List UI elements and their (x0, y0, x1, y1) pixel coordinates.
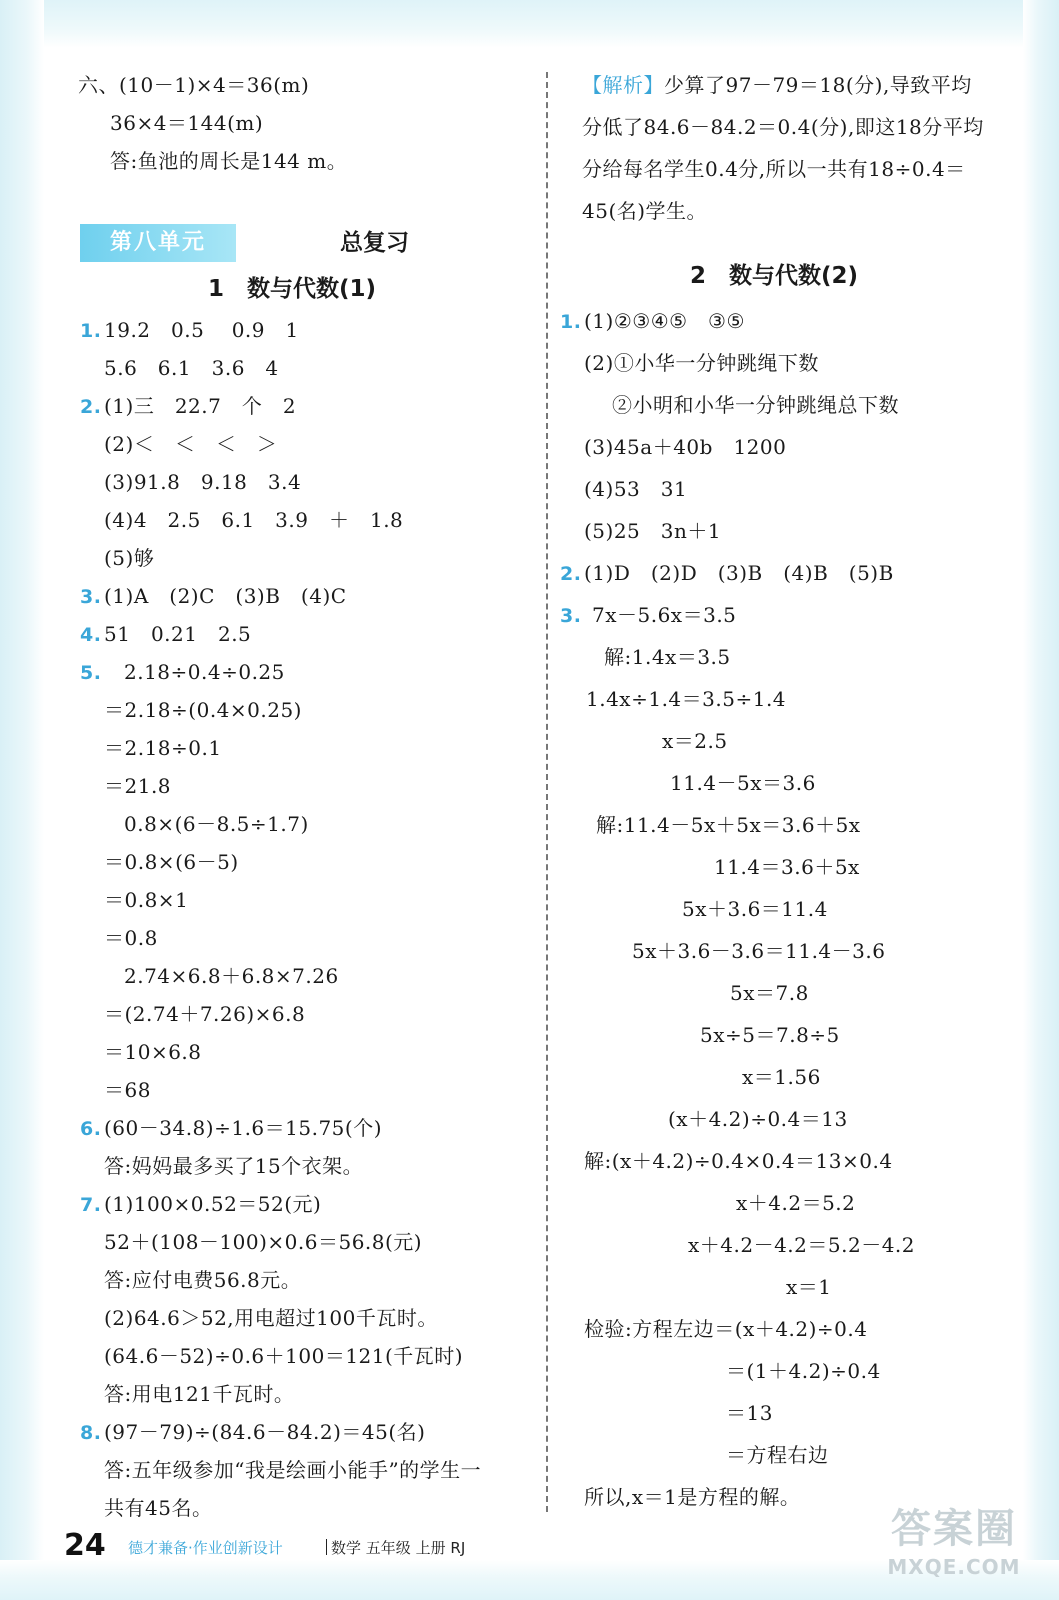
right-q3-line-22: 所以,x＝1是方程的解。 (584, 1485, 801, 1509)
left-q7-line-3: 答:应付电费56.8元。 (104, 1268, 302, 1292)
section-title-1: 1 数与代数(1) (208, 276, 377, 302)
question-number: 1. (80, 320, 102, 342)
right-q1-line-5: (4)53 31 (584, 477, 688, 501)
right-q3-line-4: x＝2.5 (662, 729, 728, 753)
right-q3-line-20: ＝13 (726, 1401, 773, 1425)
left-q5-line-12: ＝68 (104, 1078, 151, 1102)
footer-term: 上册 (415, 1539, 446, 1557)
right-q1-line-6: (5)25 3n＋1 (584, 519, 722, 543)
question-number: 2. (80, 396, 102, 418)
left-q7-line-6: 答:用电121千瓦时。 (104, 1382, 295, 1406)
question-number: 5. (80, 662, 102, 684)
question-number: 3. (80, 586, 102, 608)
left-q7-line-2: 52＋(108－100)×0.6＝56.8(元) (104, 1230, 423, 1254)
left-q6-line-2: 答:妈妈最多买了15个衣架。 (104, 1154, 364, 1178)
left-q7-line-4: (2)64.6＞52,用电超过100千瓦时。 (104, 1306, 438, 1330)
right-q3-line-21: ＝方程右边 (726, 1443, 829, 1467)
right-q3-line-18: 检验:方程左边＝(x＋4.2)÷0.4 (584, 1317, 868, 1341)
right-q3-line-15: x＋4.2＝5.2 (736, 1191, 856, 1215)
right-q1-line-1: 1. (1)②③④⑤ ③⑤ (560, 309, 745, 333)
left-q5-line-11: ＝10×6.8 (104, 1040, 202, 1064)
footer-grade: 五年级 (365, 1539, 411, 1557)
right-q3-line-10: 5x＝7.8 (730, 981, 809, 1005)
right-q1-line-4: (3)45a＋40b 1200 (584, 435, 787, 459)
left-q2-line-3: (3)91.8 9.18 3.4 (104, 470, 302, 494)
right-q3-line-2: 解:1.4x＝3.5 (604, 645, 731, 669)
section-title-2: 2 数与代数(2) (690, 263, 859, 289)
question-number: 7. (80, 1194, 102, 1216)
right-q3-line-19: ＝(1＋4.2)÷0.4 (726, 1359, 881, 1383)
answer-six-line-3: 答:鱼池的周长是144 m。 (110, 149, 348, 173)
footer-separator (326, 1539, 327, 1555)
footer-edition: RJ (450, 1539, 466, 1557)
question-number: 3. (560, 605, 582, 627)
question-number: 6. (80, 1118, 102, 1140)
watermark (870, 1504, 1038, 1588)
page-number: 24 (64, 1528, 106, 1563)
left-q8-line-2: 答:五年级参加“我是绘画小能手”的学生一 (104, 1458, 482, 1482)
right-q3-line-8: 5x＋3.6＝11.4 (682, 897, 828, 921)
page-border-left (0, 0, 44, 1600)
right-q3-line-1: 3. 7x－5.6x＝3.5 (560, 603, 737, 627)
left-q5-line-10: ＝(2.74＋7.26)×6.8 (104, 1002, 306, 1026)
left-q7-line-1: 7. (1)100×0.52＝52(元) (80, 1192, 322, 1216)
right-q3-line-11: 5x÷5＝7.8÷5 (700, 1023, 840, 1047)
page-border-right (1023, 0, 1059, 1600)
right-q2-line-1: 2. (1)D (2)D (3)B (4)B (5)B (560, 561, 894, 585)
left-q2-line-4: (4)4 2.5 6.1 3.9 ＋ 1.8 (104, 508, 404, 532)
left-q5-line-8: ＝0.8 (104, 926, 158, 950)
left-q5-line-5: 0.8×(6－8.5÷1.7) (124, 812, 309, 836)
watermark-url: MXQE.COM (887, 1555, 1021, 1579)
right-q3-line-14: 解:(x＋4.2)÷0.4×0.4＝13×0.4 (584, 1149, 893, 1173)
left-q5-line-7: ＝0.8×1 (104, 888, 189, 912)
right-q3-line-17: x＝1 (786, 1275, 832, 1299)
left-q5-line-9: 2.74×6.8＋6.8×7.26 (124, 964, 339, 988)
right-q3-line-9: 5x＋3.6－3.6＝11.4－3.6 (632, 939, 886, 963)
page-border-top (0, 0, 1059, 48)
book-info (322, 1537, 465, 1559)
analysis-line-2: 分低了84.6－84.2＝0.4(分),即这18分平均 (582, 115, 984, 139)
left-q3-line-1: 3. (1)A (2)C (3)B (4)C (80, 584, 347, 608)
question-number: 1. (560, 311, 582, 333)
left-q1-line-2: 5.6 6.1 3.6 4 (104, 356, 279, 380)
answer-six-line-2: 36×4＝144(m) (110, 111, 264, 135)
column-divider (546, 72, 548, 1512)
question-number: 4. (80, 624, 102, 646)
right-q3-line-6: 解:11.4－5x＋5x＝3.6＋5x (596, 813, 861, 837)
right-q1-line-3: ②小明和小华一分钟跳绳总下数 (612, 393, 899, 417)
left-q4-line-1: 4. 51 0.21 2.5 (80, 622, 252, 646)
left-q2-line-1: 2. (1)三 22.7 个 2 (80, 394, 297, 418)
right-q3-line-16: x＋4.2－4.2＝5.2－4.2 (688, 1233, 916, 1257)
left-q5-line-2: ＝2.18÷(0.4×0.25) (104, 698, 302, 722)
right-q3-line-3: 1.4x÷1.4＝3.5÷1.4 (586, 687, 787, 711)
analysis-tag: 【解析】 (582, 73, 664, 97)
left-q1-line-1: 1. 19.2 0.5 0.9 1 (80, 318, 299, 342)
left-q5-line-6: ＝0.8×(6－5) (104, 850, 239, 874)
answer-six-line-1: 六、(10－1)×4＝36(m) (78, 73, 310, 97)
left-q8-line-3: 共有45名。 (104, 1496, 213, 1520)
question-number: 8. (80, 1422, 102, 1444)
left-q6-line-1: 6. (60－34.8)÷1.6＝15.75(个) (80, 1116, 383, 1140)
analysis-line-4: 45(名)学生。 (582, 199, 708, 223)
left-q5-line-4: ＝21.8 (104, 774, 172, 798)
right-q1-line-2: (2)①小华一分钟跳绳下数 (584, 351, 819, 375)
book-brand: 德才兼备·作业创新设计 (128, 1539, 283, 1557)
left-q8-line-1: 8. (97－79)÷(84.6－84.2)＝45(名) (80, 1420, 426, 1444)
unit-badge: 第八单元 (80, 224, 236, 262)
analysis-line-3: 分给每名学生0.4分,所以一共有18÷0.4＝ (582, 157, 966, 181)
right-q3-line-5: 11.4－5x＝3.6 (670, 771, 816, 795)
footer-subject: 数学 (331, 1539, 362, 1557)
left-q7-line-5: (64.6－52)÷0.6＋100＝121(千瓦时) (104, 1344, 464, 1368)
right-q3-line-7: 11.4＝3.6＋5x (714, 855, 860, 879)
analysis-line-1: 【解析】少算了97－79＝18(分),导致平均 (582, 73, 972, 97)
right-q3-line-13: (x＋4.2)÷0.4＝13 (668, 1107, 848, 1131)
right-q3-line-12: x＝1.56 (742, 1065, 821, 1089)
left-q2-line-5: (5)够 (104, 546, 155, 570)
question-number: 2. (560, 563, 582, 585)
watermark-logo: 答案圈 (891, 1506, 1017, 1552)
left-q5-line-3: ＝2.18÷0.1 (104, 736, 222, 760)
unit-title: 总复习 (340, 230, 409, 256)
left-q5-line-1: 5. 2.18÷0.4÷0.25 (80, 660, 285, 684)
left-q2-line-2: (2)＜ ＜ ＜ ＞ (104, 432, 278, 456)
